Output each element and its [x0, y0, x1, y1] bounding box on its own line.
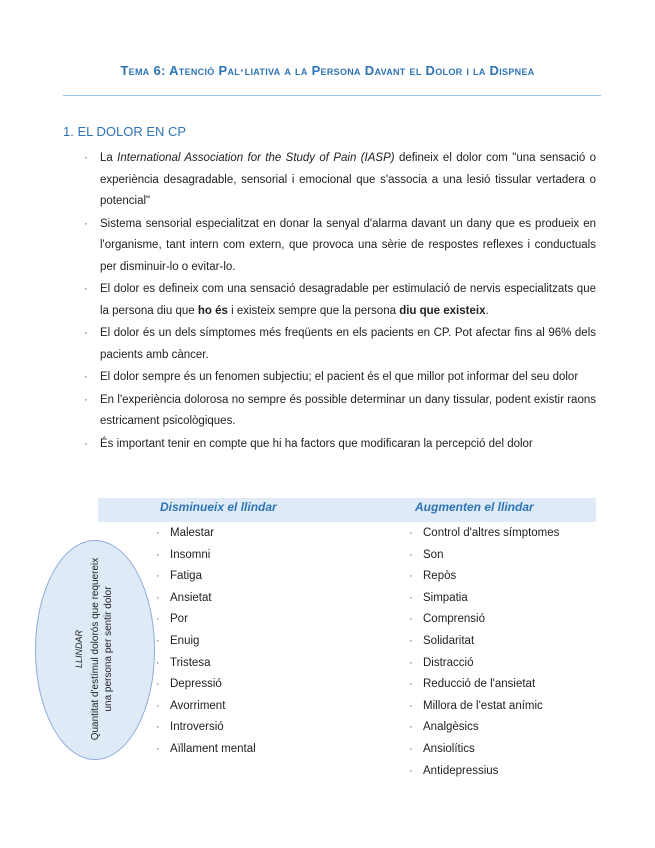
list-item	[156, 696, 256, 718]
list-item	[409, 545, 559, 567]
list-item-label: Antidepressius	[423, 764, 499, 777]
list-item-label: Por	[170, 613, 188, 626]
list-item: · El dolor sempre és un fenomen subjectiu; el pacient és el que millor pot informar del seu dolor	[84, 367, 596, 389]
bullet-dot: ·	[84, 437, 88, 450]
list-item-label: Tristesa	[170, 656, 211, 669]
list-item-label: Distracció	[423, 656, 474, 669]
bullet-dot: ·	[156, 656, 160, 669]
bullet-dot: ·	[409, 656, 413, 669]
list-item	[409, 631, 559, 653]
list-item	[156, 674, 256, 696]
bullet-dot: ·	[84, 371, 88, 383]
bullet-dot: ·	[409, 527, 413, 539]
list-item-label: Ansiolítics	[423, 742, 475, 755]
bullet-dot: ·	[156, 613, 160, 626]
bullet-dot: ·	[84, 393, 88, 406]
bullet-dot: ·	[84, 217, 88, 230]
bullet-dot: ·	[156, 591, 160, 604]
list-item: · Sistema sensorial especialitzat en donar la senyal d'alarma davant un dany que es produeix en l'organisme, tant intern com extern, que provoca una sèrie de respostes reflexes i conductuals per disminuir-lo o evitar-lo.	[84, 214, 596, 279]
right-column-list	[409, 523, 559, 782]
bullet-dot: ·	[409, 742, 413, 755]
list-item-label: Depressió	[170, 678, 222, 691]
bullet-dot: ·	[409, 570, 413, 583]
list-item	[409, 523, 559, 545]
right-column-header: Augmenten el llindar	[415, 500, 534, 514]
section-heading: 1. EL DOLOR EN CP	[63, 124, 187, 139]
bullet-dot: ·	[156, 742, 160, 755]
bullet-dot: ·	[409, 548, 413, 561]
list-item-label: Millora de l'estat anímic	[423, 699, 543, 712]
bullet-dot: ·	[409, 764, 413, 777]
list-item	[409, 696, 559, 718]
list-item-label: Malestar	[170, 527, 215, 539]
list-item	[409, 739, 559, 761]
left-column-header: Disminueix el llindar	[160, 500, 277, 514]
list-item-label: Reducció de l'ansietat	[423, 678, 536, 691]
bullet-dot: ·	[156, 699, 160, 712]
bullet-dot: ·	[156, 527, 160, 539]
list-item: · La International Association for the Study of Pain (IASP) defineix el dolor com "una sensació o experiència desagradable, sensorial i emocional que s'associa a una lesió tissular vertadera o potencial"	[84, 148, 596, 213]
list-item-label: Solidaritat	[423, 634, 475, 647]
bullet-dot: ·	[409, 721, 413, 734]
list-item-label: Comprensió	[423, 613, 485, 626]
list-item	[156, 588, 256, 610]
list-item-label: Avorriment	[170, 699, 226, 712]
list-item-label: Insomni	[170, 548, 211, 561]
list-item-label: Fatiga	[170, 570, 202, 583]
list-item-label: Control d'altres símptomes	[423, 527, 560, 539]
list-item	[156, 545, 256, 567]
bullet-dot: ·	[84, 152, 88, 164]
list-item	[156, 609, 256, 631]
list-item-label: Aïllament mental	[170, 742, 256, 755]
list-item	[409, 653, 559, 675]
list-item-label: Introversió	[170, 721, 224, 734]
left-column-list	[156, 523, 256, 761]
list-item-label: Analgèsics	[423, 721, 479, 734]
list-item-label: Simpatia	[423, 591, 468, 604]
list-item	[409, 674, 559, 696]
list-item	[409, 609, 559, 631]
list-item-label: Enuig	[170, 634, 200, 647]
list-item-label: Son	[423, 548, 444, 561]
bullet-dot: ·	[84, 327, 88, 339]
bullet-dot: ·	[156, 570, 160, 583]
list-item	[409, 761, 559, 783]
list-item	[409, 588, 559, 610]
list-item	[156, 566, 256, 588]
list-item	[156, 631, 256, 653]
bullet-dot: ·	[409, 634, 413, 647]
bullet-dot: ·	[156, 721, 160, 734]
threshold-definition	[73, 549, 115, 749]
list-item-label: Repòs	[423, 570, 457, 583]
bullet-dot: ·	[156, 548, 160, 561]
title-divider	[63, 95, 601, 96]
list-item	[409, 717, 559, 739]
list-item	[156, 523, 256, 545]
list-item: · És important tenir en compte que hi ha factors que modificaran la percepció del dolor	[84, 434, 596, 456]
document-title: Tema 6: Atenció Pal·liativa a la Persona Davant el Dolor i la Dispnea	[120, 63, 535, 78]
list-item: · En l'experiència dolorosa no sempre és possible determinar un dany tissular, podent existir raons estricament psicològiques.	[84, 390, 596, 433]
list-item: · El dolor és un dels símptomes més freqüents en els pacients en CP. Pot afectar fins al 96% dels pacients amb càncer.	[84, 323, 596, 366]
list-item: · El dolor es defineix com una sensació desagradable per estimulació de nervis especialitzats que la persona diu que ho és i existeix sempre que la persona diu que existeix.	[84, 279, 596, 322]
bullet-dot: ·	[156, 634, 160, 647]
bullet-dot: ·	[409, 678, 413, 691]
threshold-text: Quantitat d'estímul dolorós que requereix una persona per sentir dolor	[90, 557, 114, 741]
bullet-list	[84, 148, 596, 456]
bullet-dot: ·	[84, 283, 88, 295]
bullet-dot: ·	[409, 699, 413, 712]
list-item	[156, 739, 256, 761]
threshold-label: LLINDAR	[74, 630, 84, 669]
list-item	[156, 717, 256, 739]
bullet-dot: ·	[409, 591, 413, 604]
list-item	[156, 653, 256, 675]
bullet-dot: ·	[156, 678, 160, 691]
list-item	[409, 566, 559, 588]
bullet-dot: ·	[409, 613, 413, 626]
list-item-label: Ansietat	[170, 591, 212, 604]
